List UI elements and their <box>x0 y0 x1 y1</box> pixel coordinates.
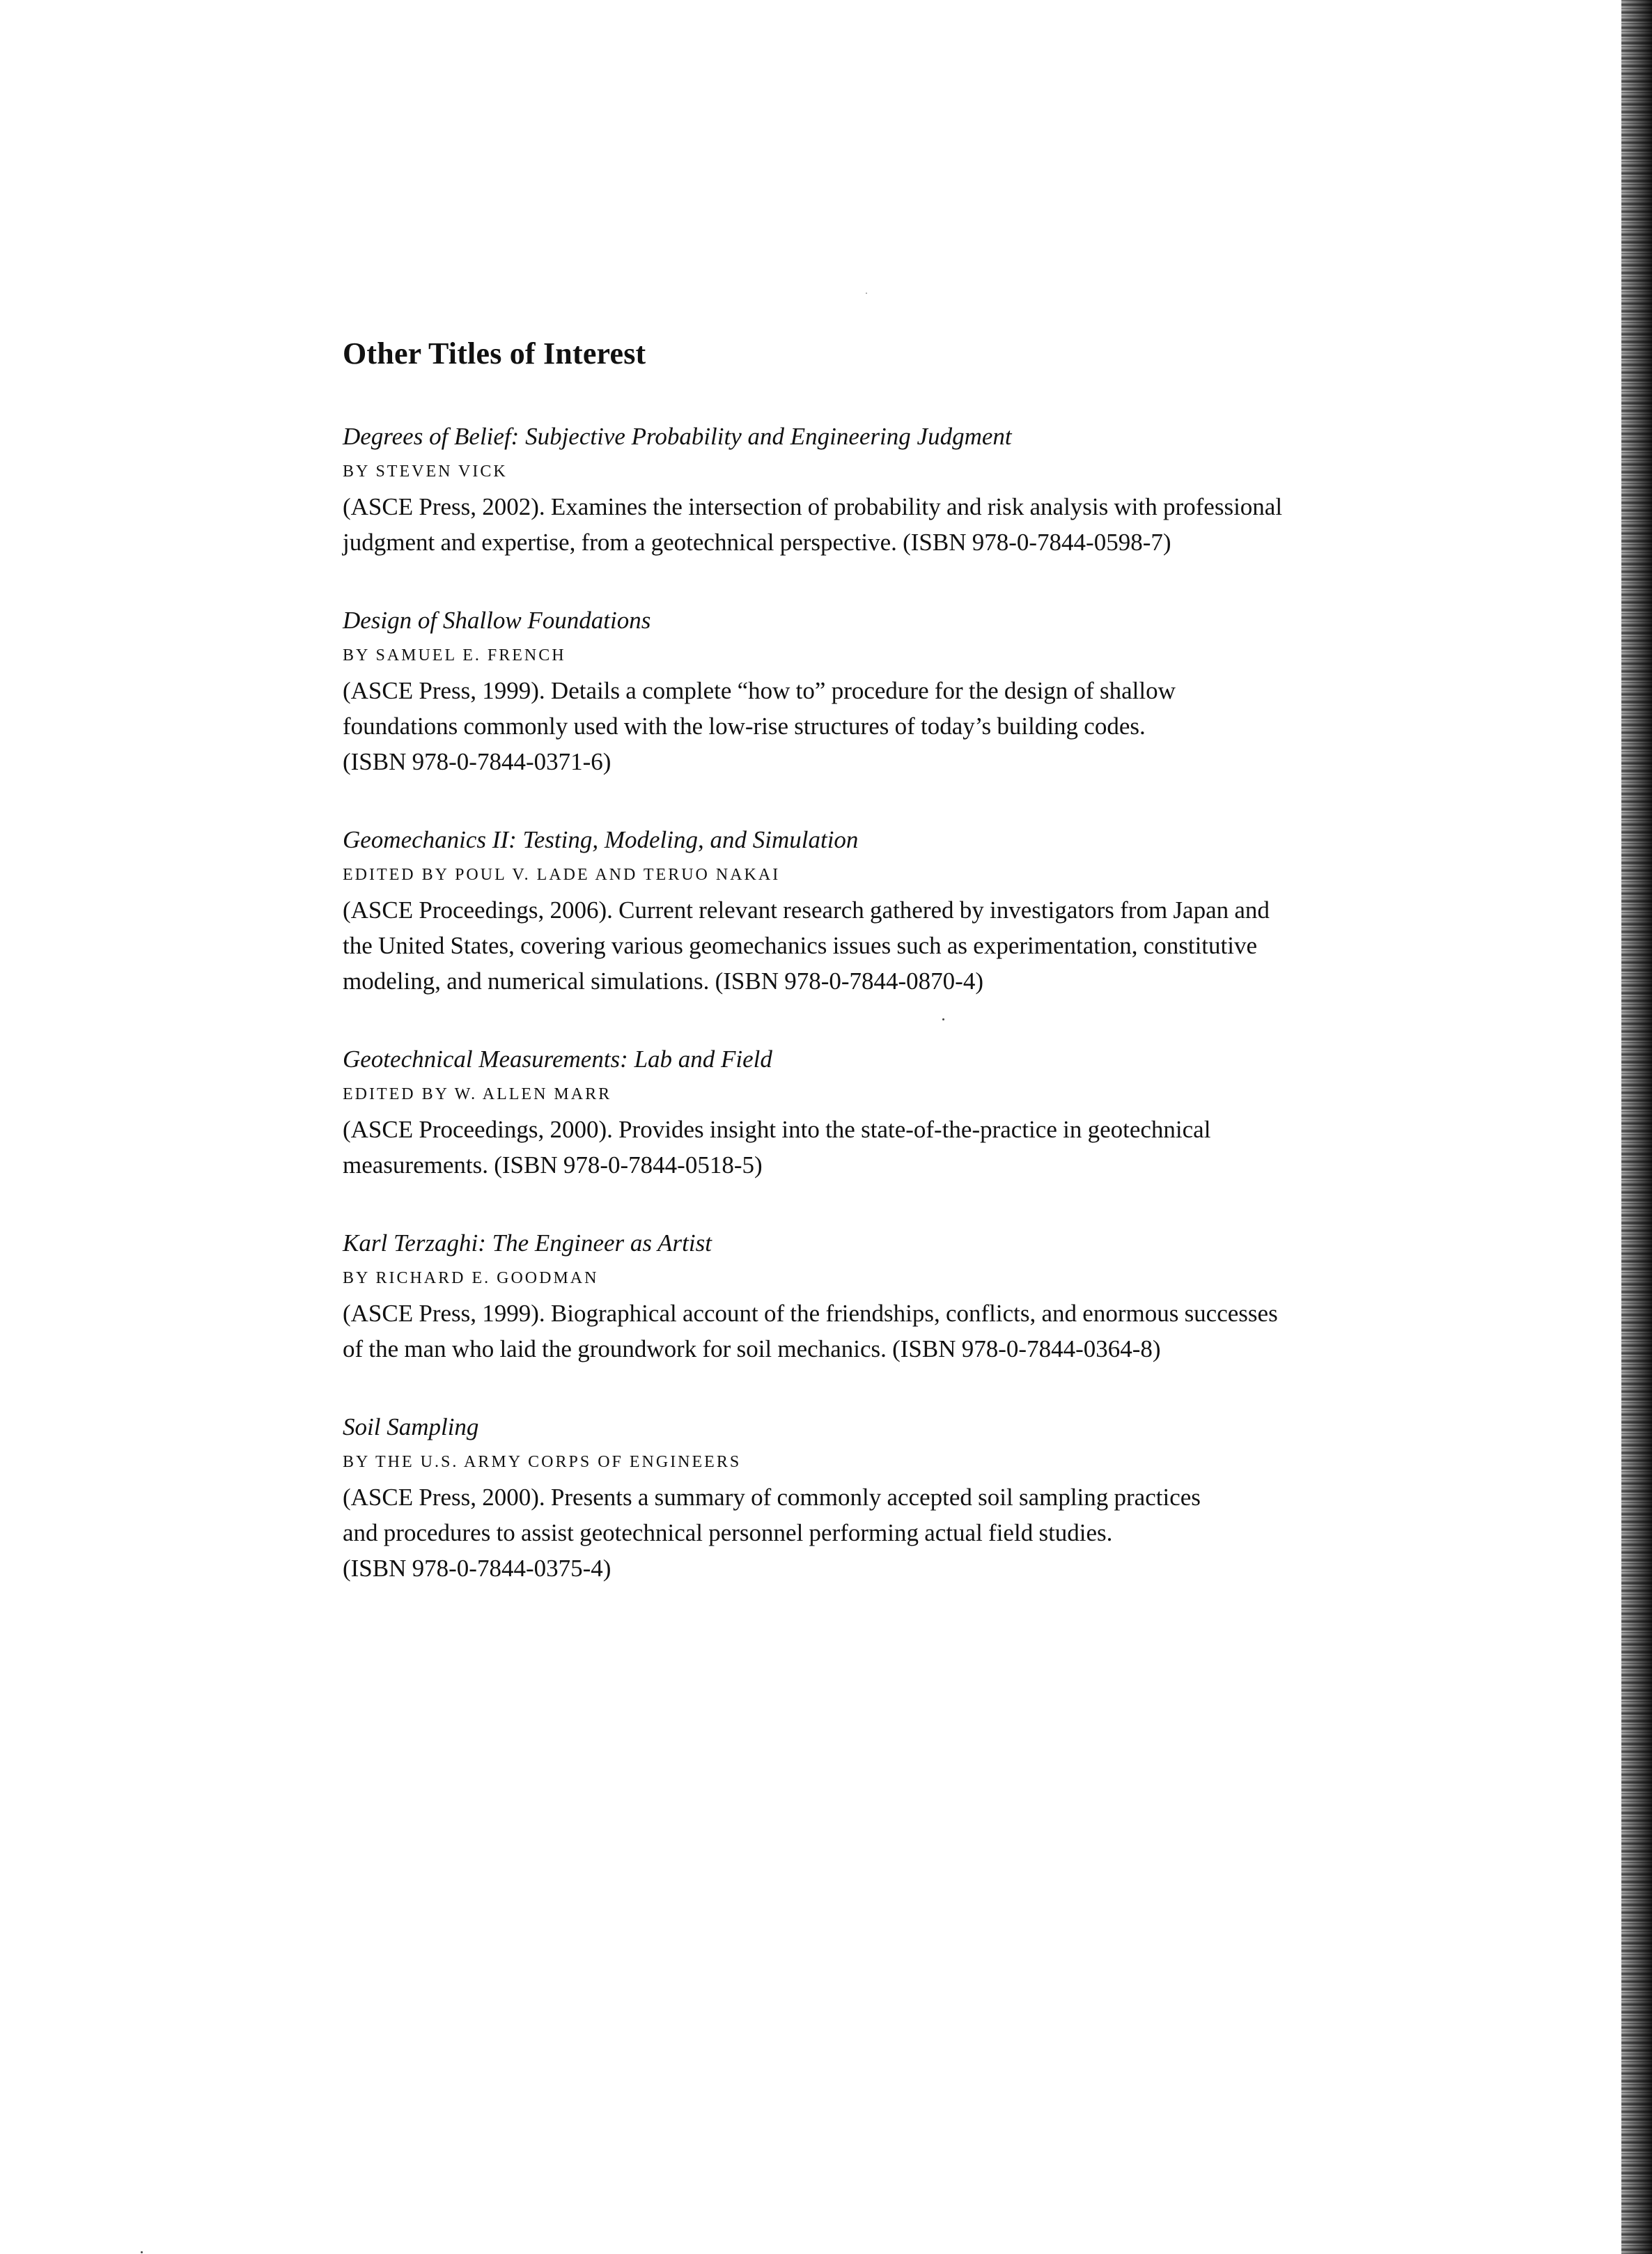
book-author: BY SAMUEL E. FRENCH <box>343 646 566 664</box>
book-author: EDITED BY W. ALLEN MARR <box>343 1085 612 1103</box>
book-description: (ASCE Press, 1999). Details a complete “how to” procedure for the design of shallow foundations commonly used with the low-rise structures of today’s building codes. (ISBN 978-0-7844-0371-6) <box>343 677 1176 775</box>
book-description: (ASCE Press, 2002). Examines the intersection of probability and risk analysis with professional judgment and expertise, from a geotechnical perspective. (ISBN 978-0-7844-0598-7) <box>343 493 1283 556</box>
book-description: (ASCE Proceedings, 2006). Current relevant research gathered by investigators from Japan and the United States, covering various geomechanics issues such as experimentation, constitutive modeling, and numerical simulations. (ISBN 978-0-7844-0870-4) <box>343 896 1270 995</box>
book-title: Geomechanics II: Testing, Modeling, and Simulation <box>343 826 859 853</box>
scan-speck <box>866 293 867 294</box>
book-author: BY RICHARD E. GOODMAN <box>343 1269 599 1287</box>
book-title: Design of Shallow Foundations <box>343 607 651 634</box>
book-title: Soil Sampling <box>343 1413 479 1440</box>
scanned-binding-edge <box>1621 0 1652 2254</box>
book-entry <box>343 1410 1471 1586</box>
book-entry <box>343 419 1471 560</box>
book-title: Geotechnical Measurements: Lab and Field <box>343 1046 772 1073</box>
book-title: Karl Terzaghi: The Engineer as Artist <box>343 1229 712 1257</box>
book-author: BY THE U.S. ARMY CORPS OF ENGINEERS <box>343 1453 742 1471</box>
book-description: (ASCE Press, 1999). Biographical account of the friendships, conflicts, and enormous successes of the man who laid the groundwork for soil mechanics. (ISBN 978-0-7844-0364-8) <box>343 1300 1278 1362</box>
titles-list-section <box>343 336 1471 1629</box>
scan-speck <box>141 2251 143 2253</box>
book-title: Degrees of Belief: Subjective Probability and Engineering Judgment <box>343 423 1012 450</box>
book-author: EDITED BY POUL V. LADE AND TERUO NAKAI <box>343 866 781 884</box>
book-description: (ASCE Press, 2000). Presents a summary of commonly accepted soil sampling practices and procedures to assist geotechnical personnel performing actual field studies. (ISBN 978-0-7844-0375-4) <box>343 1484 1201 1582</box>
book-author: BY STEVEN VICK <box>343 463 508 481</box>
book-entry <box>343 1042 1471 1183</box>
book-description: (ASCE Proceedings, 2000). Provides insight into the state-of-the-practice in geotechnical measurements. (ISBN 978-0-7844-0518-5) <box>343 1116 1211 1179</box>
book-entry <box>343 823 1471 999</box>
scan-speck <box>942 1018 944 1020</box>
page-heading: Other Titles of Interest <box>343 336 646 371</box>
book-entry <box>343 1226 1471 1367</box>
book-entry <box>343 603 1471 779</box>
